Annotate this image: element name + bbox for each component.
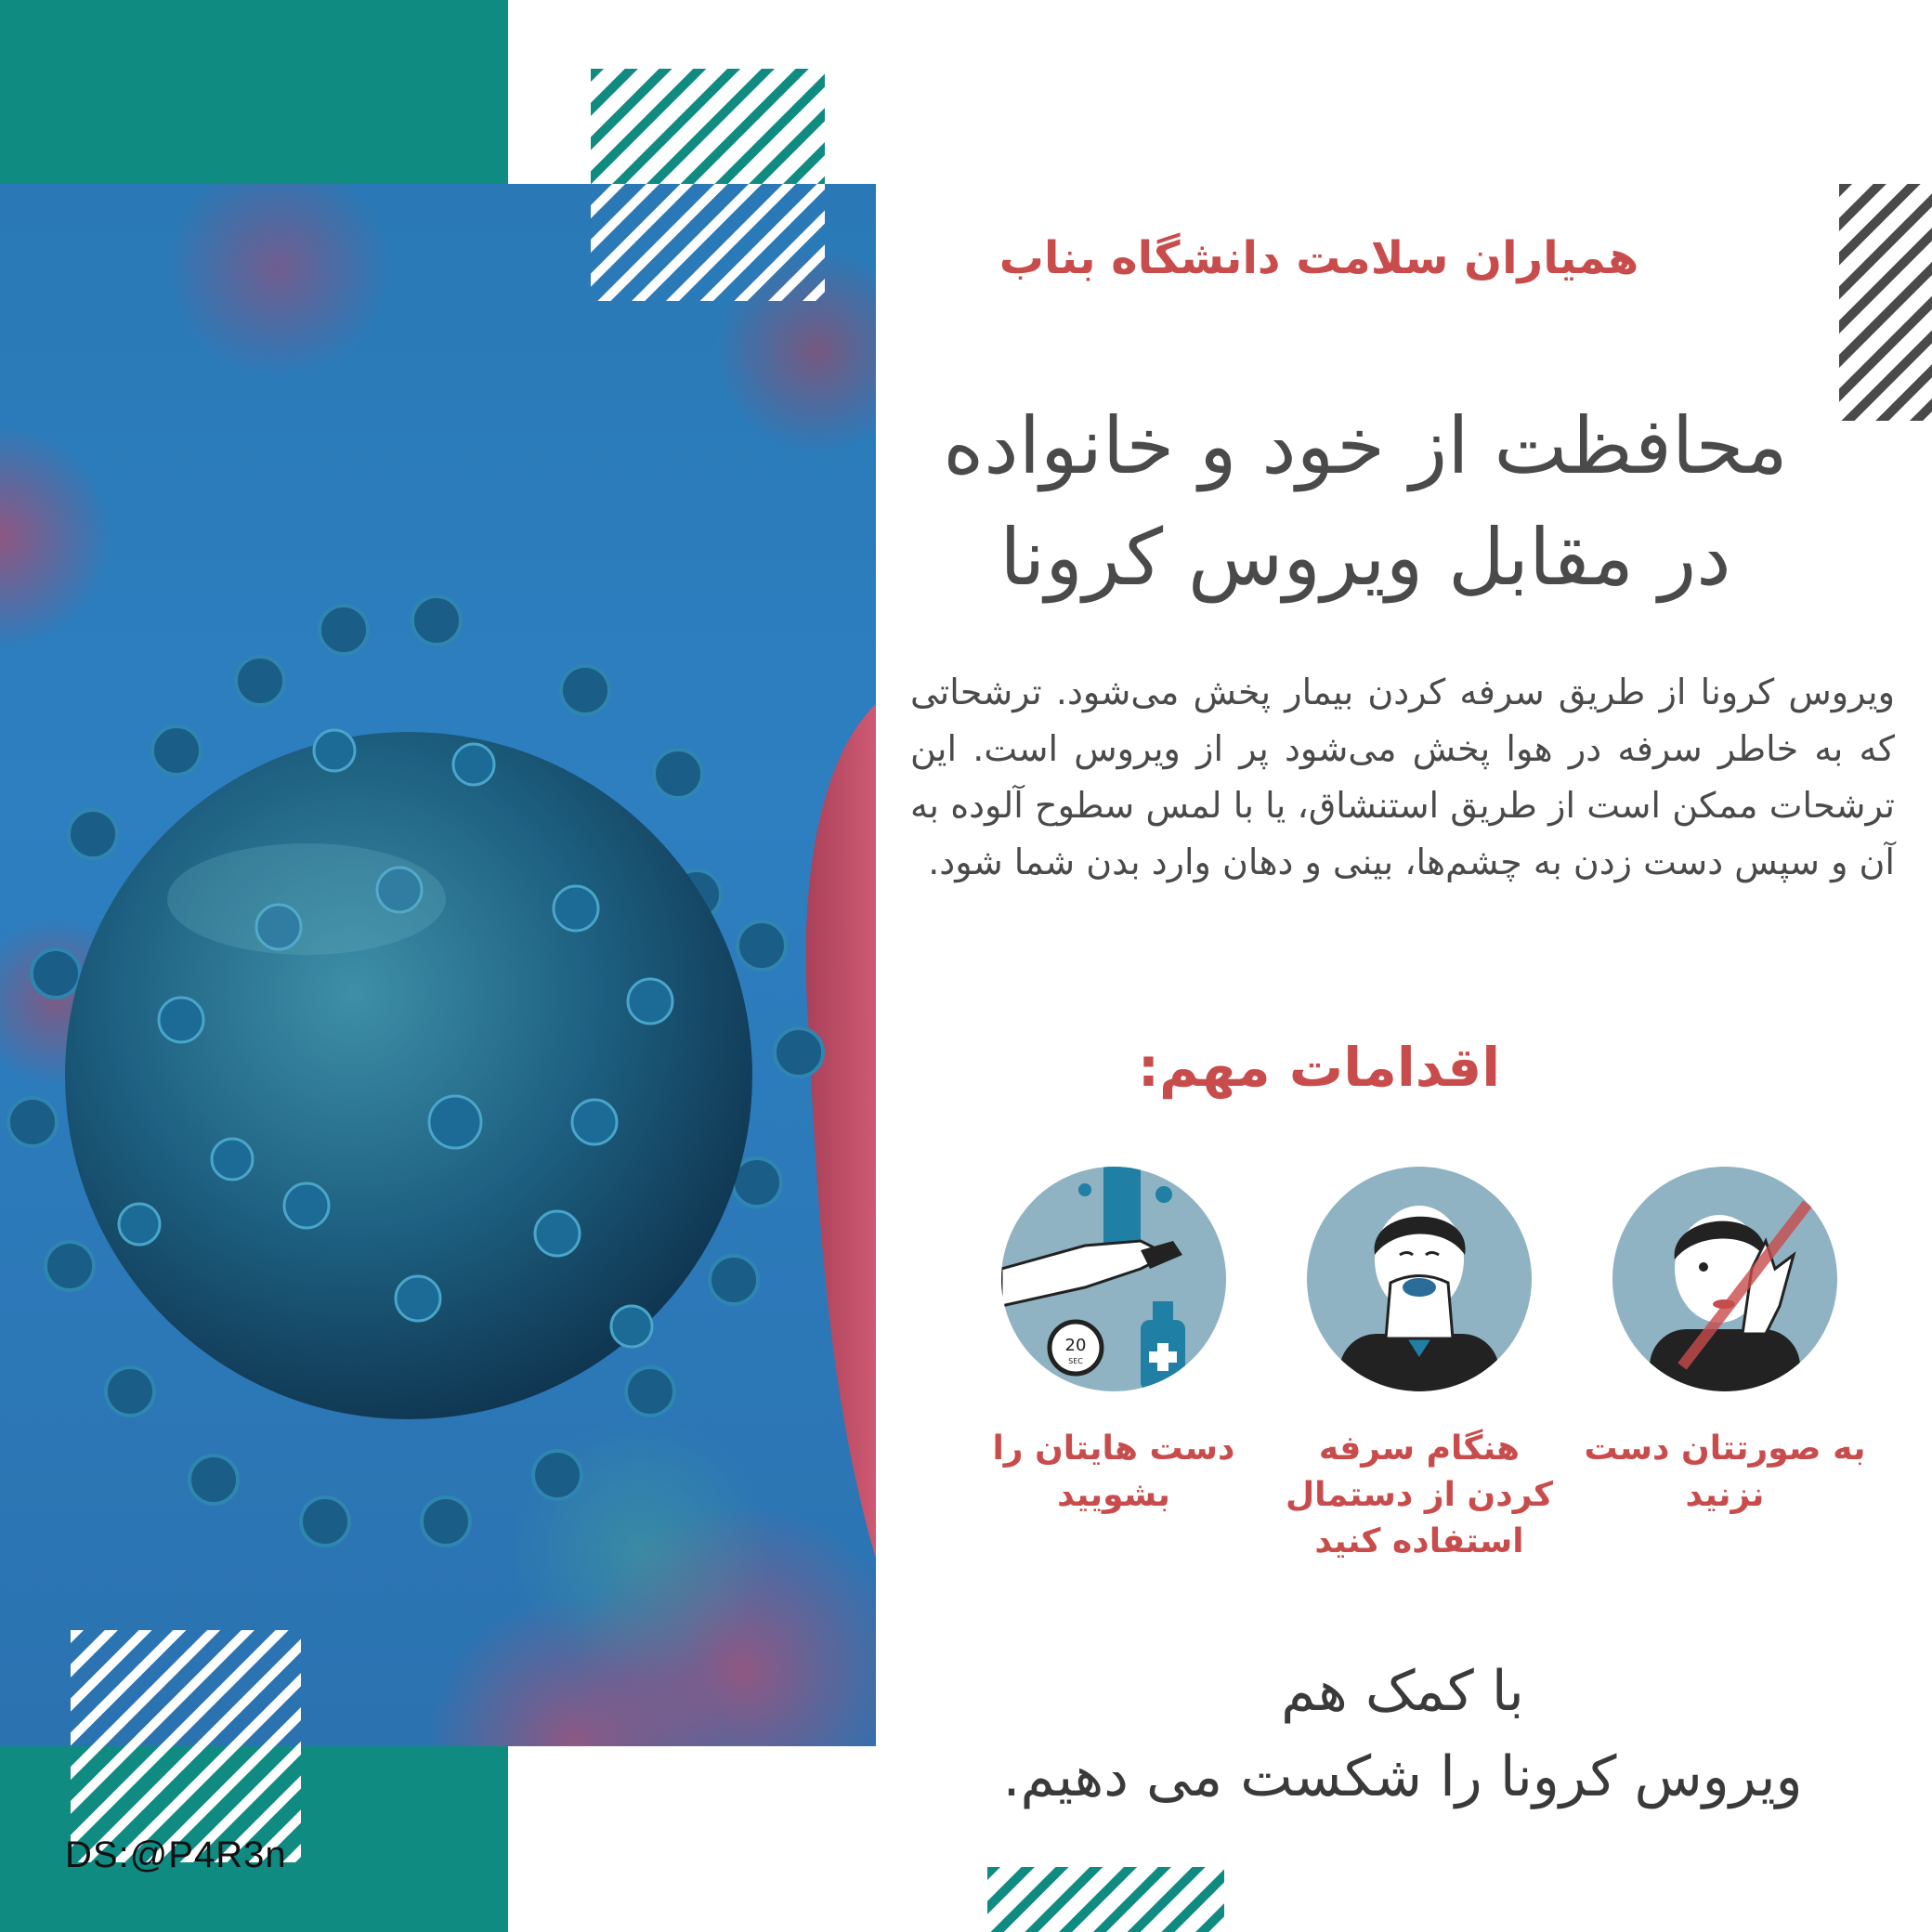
intro-paragraph: ویروس کرونا از طریق سرفه کردن بیمار پخش می‌شود. ترشحاتی که به خاطر سرفه در هوا پخش می‌شود پر از ویروس است. این ترشحات ممکن است از طریق استنشاق، یا با لمس سطوح آلوده به آن و سپس دست زدن به چشم‌ها، بینی و دهان وارد بدن شما شود. — [910, 672, 1895, 882]
no-face-touch-icon — [1612, 1167, 1837, 1391]
closing-line-2: ویروس کرونا را شکست می دهیم. — [1002, 1744, 1803, 1809]
organization-subtitle: همیاران سلامت دانشگاه بناب — [999, 232, 1639, 284]
stripe-pattern-bottom — [987, 1867, 1224, 1932]
stripe-pattern-bottom-left — [71, 1630, 301, 1862]
coronavirus-photo — [0, 184, 876, 1746]
closing-message — [910, 1649, 1895, 1820]
stripe-pattern-top — [591, 69, 825, 301]
timer-label: 20 — [1064, 1336, 1087, 1355]
page-title — [873, 390, 1858, 613]
title-line-1: محافظت از خود و خانواده — [943, 400, 1788, 491]
teal-block-top — [0, 0, 508, 184]
caption-cough-tissue: هنگام سرفه کردن از دستمال استفاده کنید — [1285, 1429, 1554, 1560]
stripe-pattern-right — [1839, 184, 1932, 421]
caption-hand-wash: دست هایتان را بشویید — [992, 1429, 1235, 1514]
hand-wash-icon — [1001, 1167, 1226, 1391]
virus-illustration — [0, 184, 876, 1746]
timer-unit: SEC — [1068, 1357, 1083, 1365]
cough-tissue-icon — [1307, 1167, 1532, 1391]
closing-line-1: با کمک هم — [1281, 1659, 1524, 1724]
caption-no-face-touch: به صورتتان دست نزنید — [1584, 1429, 1866, 1514]
measures-heading: اقدامات مهم: — [1137, 1036, 1501, 1099]
title-line-2: در مقابل ویروس کرونا — [999, 512, 1731, 603]
designer-watermark: DS:@P4R3n — [65, 1834, 287, 1875]
